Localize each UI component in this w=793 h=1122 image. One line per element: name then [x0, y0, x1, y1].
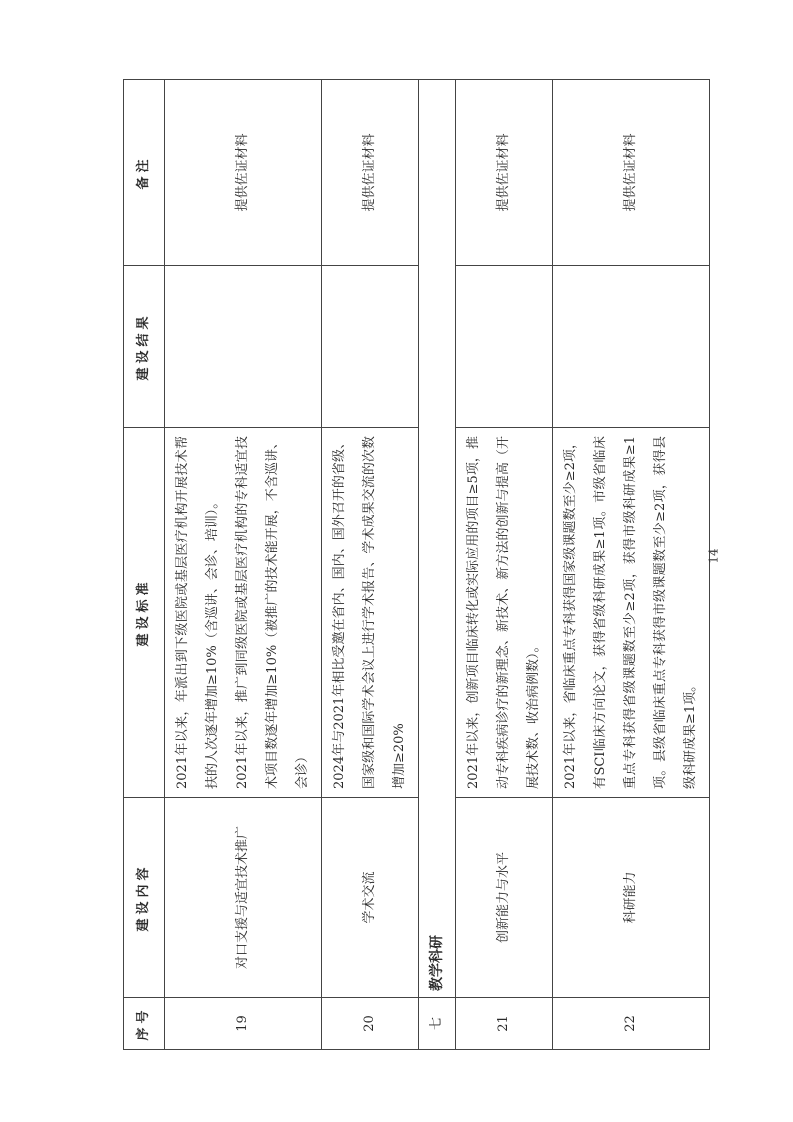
row-no: 20	[322, 998, 419, 1050]
standard-line: 2021年以来，创新项目临床转化或实际应用的项目≥5项，推动专科疾病诊疗的新理念、新技术、新方法的创新与提高（开展技术数、收治病例数）。	[466, 436, 541, 789]
standard-line: 2021年以来，省临床重点专科获得国家级课题数至少≥2项，有SCI临床方向论文，获得省级科研成果≥1项。市级省临床重点专科获得省级课题数至少≥2项，获得市级科研成果≥1项。县级省临床重点专科获得市级课题数至少≥2项，获得县级科研成果≥1项。	[563, 436, 698, 789]
header-content: 建设内容	[124, 798, 165, 998]
row-result	[165, 266, 322, 428]
standards-table	[123, 79, 710, 1050]
page-number: 14	[706, 548, 721, 564]
rotated-page	[123, 80, 698, 1050]
table-row	[165, 80, 322, 1050]
row-result	[553, 266, 710, 428]
row-standard	[165, 428, 322, 798]
row-remark: 提供佐证材料	[322, 80, 419, 266]
table-row	[456, 80, 553, 1050]
row-standard	[322, 428, 419, 798]
row-standard	[456, 428, 553, 798]
standard-line: 2021年以来，推广到同级医院或基层医疗机构的专科适宜技术项目数逐年增加≥10%（被推广的技术能开展，不含巡讲、会诊）	[235, 436, 310, 789]
standard-line: 2024年与2021年相比受邀在省内、国内、国外召开的省级、国家级和国际学术会议上进行学术报告、学术成果交流的次数增加≥20%	[332, 436, 407, 789]
row-result	[322, 266, 419, 428]
section-title: 教学科研	[419, 80, 456, 998]
standard-line: 2021年以来，年派出到下级医院或基层医疗机构开展技术帮扶的人次逐年增加≥10%（含巡讲、会诊、培训）。	[175, 436, 220, 789]
row-standard	[553, 428, 710, 798]
row-content: 科研能力	[553, 798, 710, 998]
row-content: 创新能力与水平	[456, 798, 553, 998]
header-result: 建设结果	[124, 266, 165, 428]
row-no: 22	[553, 998, 710, 1050]
table-row	[553, 80, 710, 1050]
header-no: 序号	[124, 998, 165, 1050]
section-no: 七	[419, 998, 456, 1050]
row-no: 19	[165, 998, 322, 1050]
row-remark: 提供佐证材料	[553, 80, 710, 266]
row-content: 学术交流	[322, 798, 419, 998]
row-remark: 提供佐证材料	[456, 80, 553, 266]
row-content: 对口支援与适宜技术推广	[165, 798, 322, 998]
row-remark: 提供佐证材料	[165, 80, 322, 266]
section-row	[419, 80, 456, 1050]
header-remark: 备注	[124, 80, 165, 266]
row-result	[456, 266, 553, 428]
row-no: 21	[456, 998, 553, 1050]
header-row	[124, 80, 165, 1050]
header-standard: 建设标准	[124, 428, 165, 798]
table-row	[322, 80, 419, 1050]
